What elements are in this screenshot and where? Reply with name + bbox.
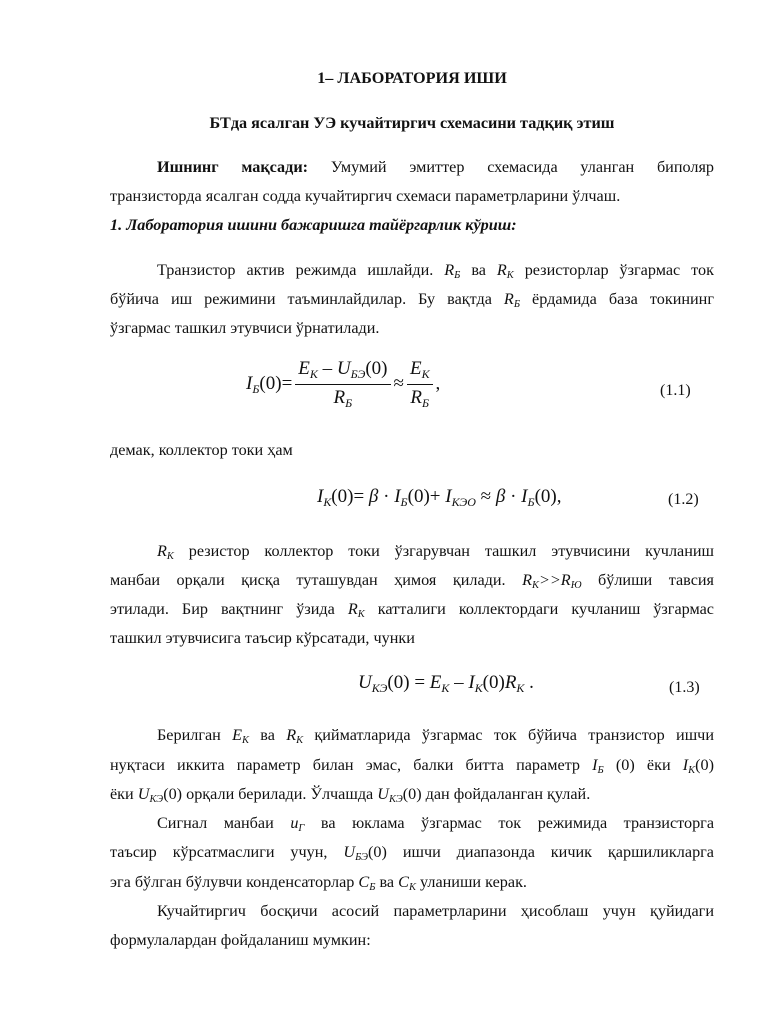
p4-line-2: таъсир кўрсатмаслиги учун, $U_{БЭ}(0)$ ишчи диапазонда кичик қаршиликларга xyxy=(110,843,714,863)
p2-line-4: ташкил этувчисига таъсир кўрсатади, чунки xyxy=(110,629,415,647)
section-1-title: 1. Лаборатория ишини бажаришга тайёргарлик кўриш: xyxy=(110,216,517,234)
p5-line-2: формулалардан фойдаланиш мумкин: xyxy=(110,931,371,949)
equation-1-1: $I_Б(0)=$ $\frac{E_К - U_{БЭ}(0)}{R_Б}$ ≈ $\frac{E_К}{R_Б}$ , xyxy=(246,358,441,410)
equation-1-2: $I_К(0)= \beta \cdot I_Б(0)+ I_{КЭО} \approx \beta \cdot I_Б(0)$, xyxy=(317,486,562,509)
p3-line-1: Берилган $E_К$ ва $R_К$ қийматларида ўзгармас ток бўйича транзистор ишчи xyxy=(157,726,714,746)
p3-line-2: нуқтаси иккита параметр билан эмас, балки битта параметр $I_Б$ (0) ёки $I_К(0)$ xyxy=(110,756,715,776)
equation-1-2-number: (1.2) xyxy=(668,491,699,508)
p2-line-1: $R_К$ резистор коллектор токи ўзгарувчан ташкил этувчисини кучланиш xyxy=(157,542,714,562)
p5-line-1: Кучайтиргич босқичи асосий параметрларини ҳисоблаш учун қуйидаги xyxy=(157,902,714,920)
eq1-fraction-2: $\frac{E_К}{R_Б}$ xyxy=(407,358,433,411)
lab-title: 1– ЛАБОРАТОРИЯ ИШИ xyxy=(317,69,507,87)
between-text: демак, коллектор токи ҳам xyxy=(110,441,293,459)
aim-line-1: Ишнинг мақсади: Умумий эмиттер схемасида уланган биполяр xyxy=(157,158,715,176)
lab-subtitle: БТда ясалган УЭ кучайтиргич схемасини тадқиқ этиш xyxy=(209,114,615,132)
aim-line-2: транзисторда ясалган содда кучайтиргич схемаси параметрларини ўлчаш. xyxy=(110,187,621,205)
equation-1-3: $U_{КЭ}(0) = E_К - I_К(0)R_К$ . xyxy=(358,672,534,695)
p1-line-1: Транзистор актив режимда ишлайди. $R_Б$ ва $R_К$ резисторлар ўзгармас ток xyxy=(157,261,714,281)
p1-line-2: бўйича иш режимини таъминлайдилар. Бу вақтда $R_Б$ ёрдамида база токининг xyxy=(110,290,714,310)
equation-1-3-number: (1.3) xyxy=(669,679,700,696)
aim-label: Ишнинг мақсади: xyxy=(157,158,309,176)
p2-line-2: манбаи орқали қисқа туташувдан ҳимоя қилади. $R_К>>R_Ю$ бўлиши тавсия xyxy=(110,571,714,591)
p4-line-1: Сигнал манбаи $u_Г$ ва юклама ўзгармас ток режимида транзисторга xyxy=(157,814,715,834)
p1-line-3: ўзгармас ташкил этувчиси ўрнатилади. xyxy=(110,319,380,337)
p3-line-3: ёки $U_{КЭ}(0)$ орқали берилади. Ўлчашда $U_{КЭ}(0)$ дан фойдаланган қулай. xyxy=(110,785,591,805)
p2-line-3: этилади. Бир вақтнинг ўзида $R_К$ катталиги коллектордаги кучланиш ўзгармас xyxy=(110,600,714,620)
equation-1-1-number: (1.1) xyxy=(660,382,691,399)
eq1-fraction-1: $\frac{E_К - U_{БЭ}(0)}{R_Б}$ xyxy=(295,358,390,411)
p4-line-3: эга бўлган бўлувчи конденсаторлар $C_Б$ ва $C_К$ уланиши керак. xyxy=(110,873,527,893)
